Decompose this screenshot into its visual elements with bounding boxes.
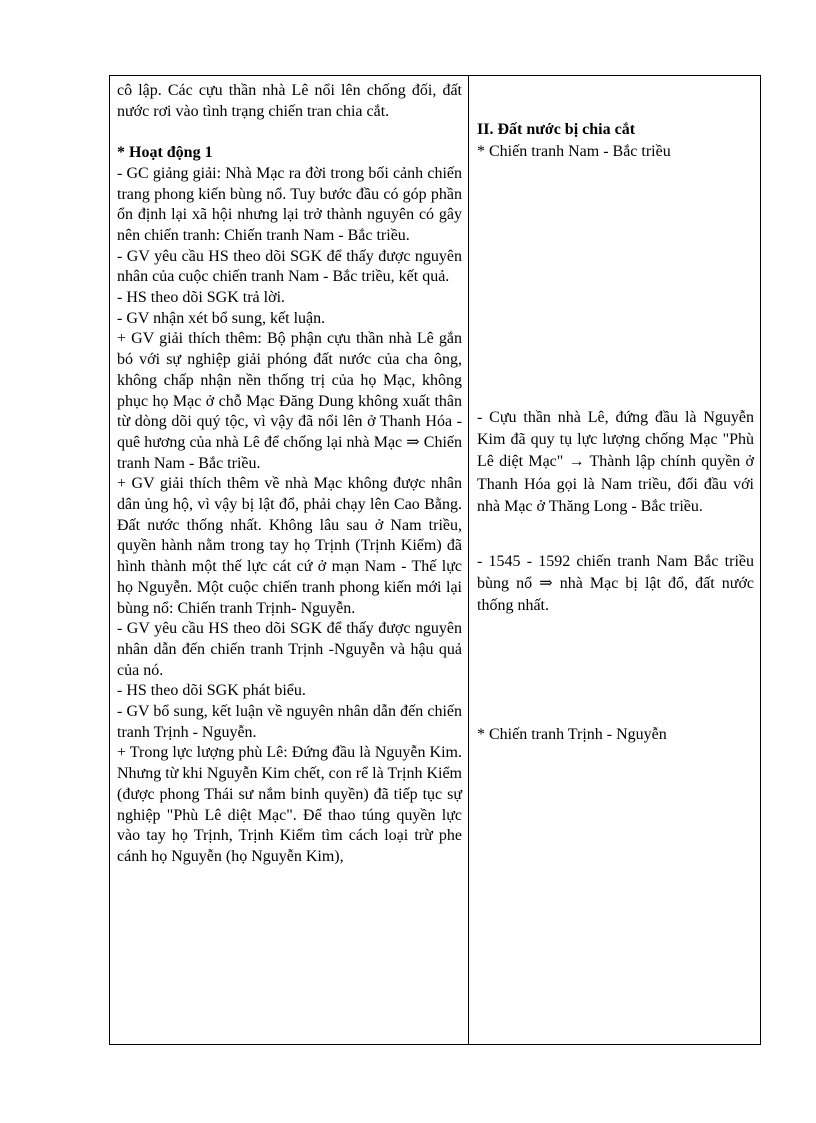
point-chien-tranh-1545: - 1545 - 1592 chiến tranh Nam Bắc triều bùng nổ ⇒ nhà Mạc bị lật đổ, đất nước thống nhất. xyxy=(477,553,754,615)
section-title: II. Đất nước bị chia cắt xyxy=(477,121,636,138)
subsection-trinh-nguyen: * Chiến tranh Trịnh - Nguyễn xyxy=(477,726,667,743)
spacer xyxy=(117,122,462,143)
paragraph-explanation-3: + Trong lực lượng phù Lê: Đứng đầu là Nguyễn Kim. Nhưng từ khi Nguyễn Kim chết, con rể là Trịnh Kiểm (được phong Thái sư nắm binh quyền) đã tiếp tục sự nghiệp "Phù Lê diệt Mạc". Để thao túng quyền lực vào tay họ Trịnh, Trịnh Kiểm tìm cách loại trừ phe cánh họ Nguyễn (họ Nguyễn Kim), xyxy=(117,744,462,865)
paragraph-explanation-1: + GV giải thích thêm: Bộ phận cựu thần nhà Lê gắn bó với sự nghiệp giải phóng đất nước của cha ông, không chấp nhận nền thống trị của họ Mạc, không phục họ Mạc ở chỗ Mạc Đăng Dung không xuất thân từ dòng dõi quý tộc, vì vậy đã nổi lên ở Thanh Hóa - quê hương của nhà Lê để chống lại nhà Mạc ⇒ Chiến tranh Nam - Bắc triều. xyxy=(117,330,462,472)
lesson-table xyxy=(109,75,761,1045)
teaching-activities-column xyxy=(110,76,469,1044)
paragraph-teacher-conclusion: - GV nhận xét bổ sung, kết luận. xyxy=(117,309,326,327)
paragraph-task-2: - GV yêu cầu HS theo dõi SGK để thấy được nguyên nhân dẫn đến chiến tranh Trịnh -Nguyễn và hậu quả của nó. xyxy=(117,620,462,679)
paragraph-student-answer: - HS theo dõi SGK trả lời. xyxy=(117,289,286,307)
intro-paragraph: cô lập. Các cựu thần nhà Lê nổi lên chống đối, đất nước rơi vào tình trạng chiến tran chia cắt. xyxy=(117,82,462,120)
content-column xyxy=(469,76,760,1044)
subsection-nam-bac-trieu: * Chiến tranh Nam - Bắc triều xyxy=(477,143,671,160)
point-cuu-than-nha-le: - Cựu thần nhà Lê, đứng đầu là Nguyễn Kim đã quy tụ lực lượng chống Mạc "Phù Lê diệt Mạc" → Thành lập chính quyền ở Thanh Hóa gọi là Nam triều, đối đầu với nhà Mạc ở Thăng Long - Bắc triều. xyxy=(477,409,754,515)
paragraph-teacher-conclusion-2: - GV bổ sung, kết luận về nguyên nhân dẫn đến chiến tranh Trịnh - Nguyễn. xyxy=(117,703,462,741)
paragraph-lecture: - GC giảng giải: Nhà Mạc ra đời trong bối cảnh chiến trang phong kiến bùng nổ. Tuy bước đầu có góp phần ổn định lại xã hội nhưng lại trở thành nguyên có gây nên chiến tranh: Chiến tranh Nam - Bắc triều. xyxy=(117,164,462,244)
paragraph-explanation-2: + GV giải thích thêm về nhà Mạc không được nhân dân ủng hộ, vì vậy bị lật đổ, phải chạy lên Cao Bằng. Đất nước thống nhất. Không lâu sau ở Nam triều, quyền hành nằm trong tay họ Trịnh (Trịnh Kiểm) đã hình thành một thế lực cát cứ ở mạn Nam - Thế lực họ Nguyễn. Một cuộc chiến tranh phong kiến mới lại bùng nổ: Chiến tranh Trịnh- Nguyễn. xyxy=(117,475,462,617)
paragraph-student-speak: - HS theo dõi SGK phát biểu. xyxy=(117,682,306,700)
paragraph-task-1: - GV yêu cầu HS theo dõi SGK để thấy được nguyên nhân của cuộc chiến tranh Nam - Bắc triều, kết quả. xyxy=(117,247,462,286)
activity-heading: * Hoạt động 1 xyxy=(117,144,213,162)
